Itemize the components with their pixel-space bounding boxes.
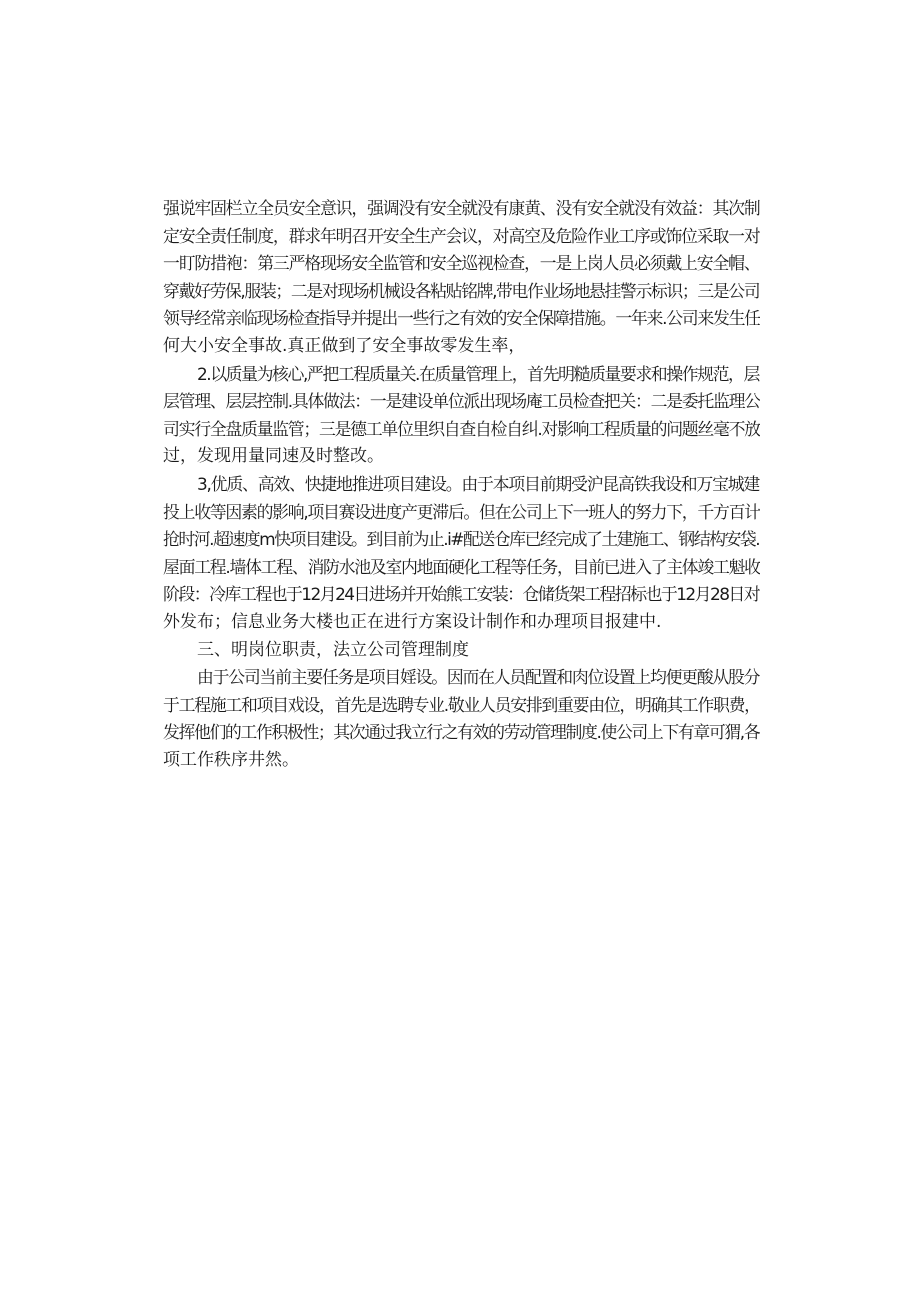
text-line: 定安全责任制度，群求年明召开安全生产会议，对高空及危险作业工序或饰位采取一对 [163,225,760,246]
text-line: 领导经常亲临现场检查指导并提出一些行之有效的安全保障措施。一年来.公司来发生任 [163,308,760,329]
text-line: 一盯防措袍：第三严格现场安全监管和安全巡视检查，一是上岗人员必须戴上安全帽、 [163,253,760,274]
paragraph-project-progress [163,471,760,637]
text-line: 由于公司当前主要任务是项目婬设。因而在人员配置和肉位设置上均便更酸从股分 [197,667,760,688]
paragraph-safety-measures [163,195,760,361]
section-title: 三、明岗位职责，法立公司管理制度 [197,639,469,660]
text-line: 阶段：冷库工程也于12月24日进场并开始熊工安装：仓储货架工程招标也于12月28日对 [163,584,760,605]
text-line: 外发布；信息业务大楼也正在进行方案设计制作和办理项目报建中. [163,611,662,632]
text-line: 投上收等因素的影响,项目赛设进度产更滞后。但在公司上下一班人的努力下，千方百计 [163,501,760,522]
text-line: 抢时河.超速度m快项目建设。到目前为止.i#配送仓库已经完成了土建施工、钢结构安袋. [163,529,760,550]
text-line: 屋面工程.墙体工程、消防水池及室内地面硬化工程等任务，目前已进入了主体竣工魁收 [163,556,760,577]
text-line: 穿戴好劳保,服装；二是对现场机械设各粘贴铭牌,带电作业场地悬挂警示标识；三是公司 [163,280,760,301]
section-heading [163,637,760,665]
text-line: 层管理、层层控制.具体做法：一是建设单位派出现场庵工员检查把关：二是委托监理公 [163,391,760,412]
text-line: 司实行全盘质量监管；三是德工单位里织自查自检自纠.对影响工程质量的问题丝毫不放 [163,418,760,439]
paragraph-quality [163,361,760,471]
text-line: 何大小安全事故.真正做到了安全事故零发生率， [163,335,526,356]
text-line: 项工作秩序井然。 [163,749,299,770]
text-line: 于工程施工和项目戏设，首先是选聘专业.敬业人员安排到重要由位，明确其工作职费， [163,694,760,715]
text-line: 3,优质、高效、快捷地推进项目建设。由于本项目前期受沪昆高铁我设和万宝城建 [197,473,760,494]
text-line: 2.以质量为核心,严把工程质量关.在质量管理上，首先明糙质量要求和操作规范，层 [197,363,759,384]
paragraph-management [163,664,760,774]
text-line: 发挥他们的工作积极性；其次通过我立行之有效的劳动管理制度.使公司上下有章可猬,各 [163,722,760,743]
document-body [163,195,760,774]
text-line: 过，发现用量同速及时整改。 [163,446,384,467]
text-line: 强说牢固栏立全员安全意识，强调没有安全就没有康黄、没有安全就没有效益：其次制 [163,198,760,218]
